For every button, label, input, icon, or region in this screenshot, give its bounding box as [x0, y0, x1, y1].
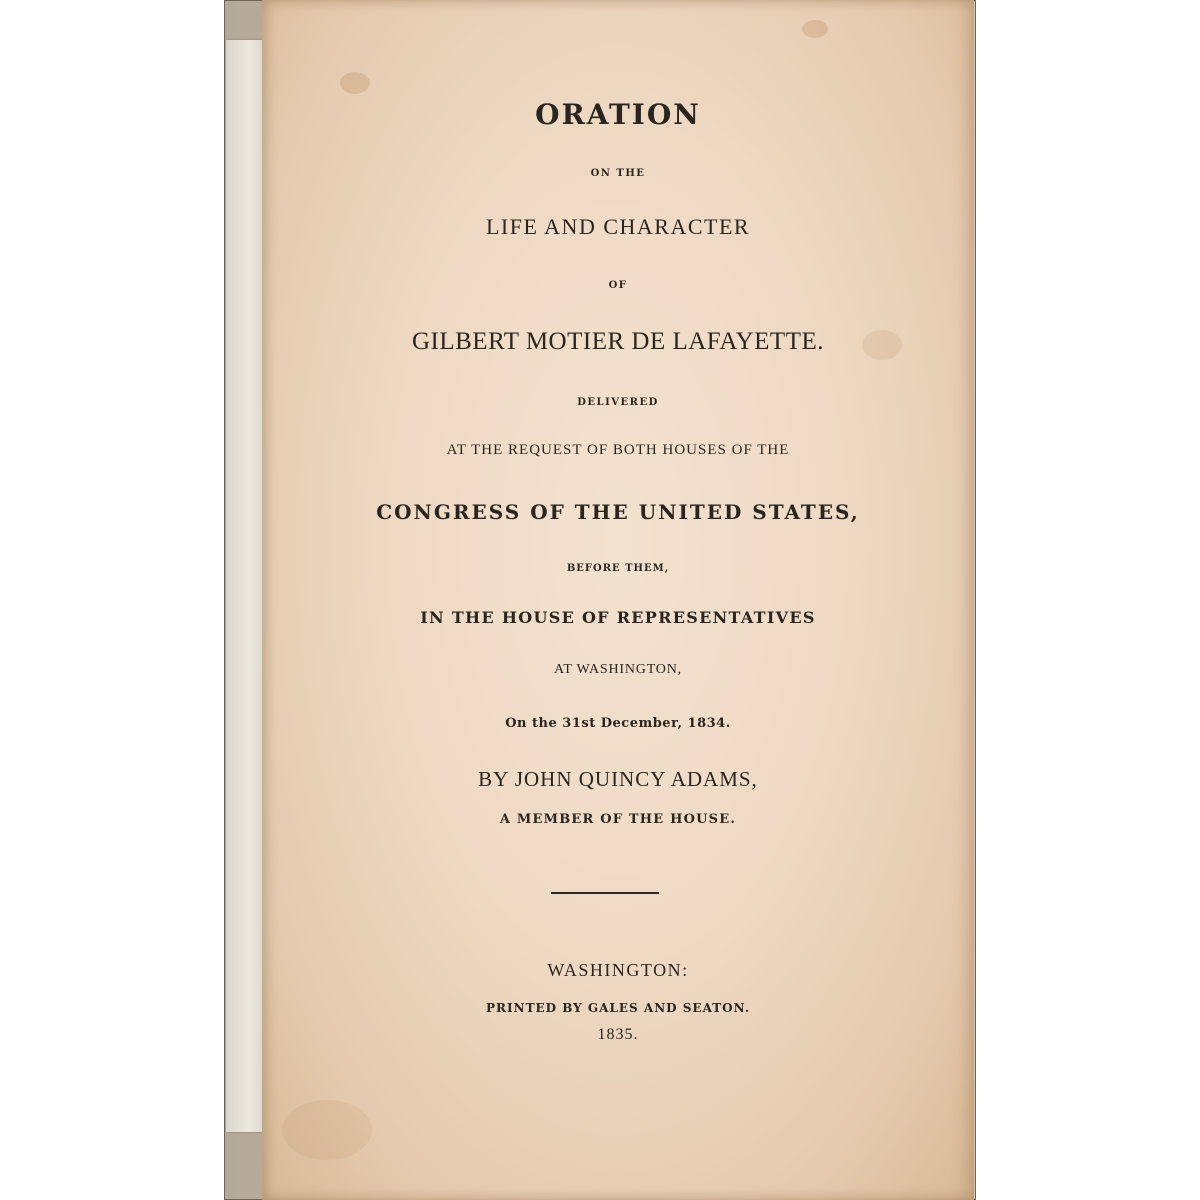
congress-line: CONGRESS OF THE UNITED STATES, [376, 500, 860, 524]
before-them-line: BEFORE THEM, [566, 563, 670, 574]
publication-year: 1835. [597, 1026, 639, 1043]
connector-of: OF [608, 280, 628, 291]
title-heading: ORATION [535, 98, 701, 131]
delivered-line: DELIVERED [577, 397, 659, 408]
house-line: IN THE HOUSE OF REPRESENTATIVES [420, 608, 816, 627]
request-line: AT THE REQUEST OF BOTH HOUSES OF THE [446, 442, 790, 458]
connector-on-the: ON THE [590, 168, 646, 179]
subject-line: LIFE AND CHARACTER [485, 214, 751, 239]
author-role-line: A MEMBER OF THE HOUSE. [499, 812, 737, 827]
location-line: AT WASHINGTON, [554, 662, 682, 677]
date-line: On the 31st December, 1834. [505, 716, 731, 731]
divider-rule [551, 892, 659, 894]
imprint-place: WASHINGTON: [547, 960, 689, 980]
person-name: GILBERT MOTIER DE LAFAYETTE. [411, 328, 824, 355]
printer-line: PRINTED BY GALES AND SEATON. [486, 1001, 750, 1015]
title-page-text [262, 0, 974, 1200]
author-line: BY JOHN QUINCY ADAMS, [478, 767, 758, 791]
